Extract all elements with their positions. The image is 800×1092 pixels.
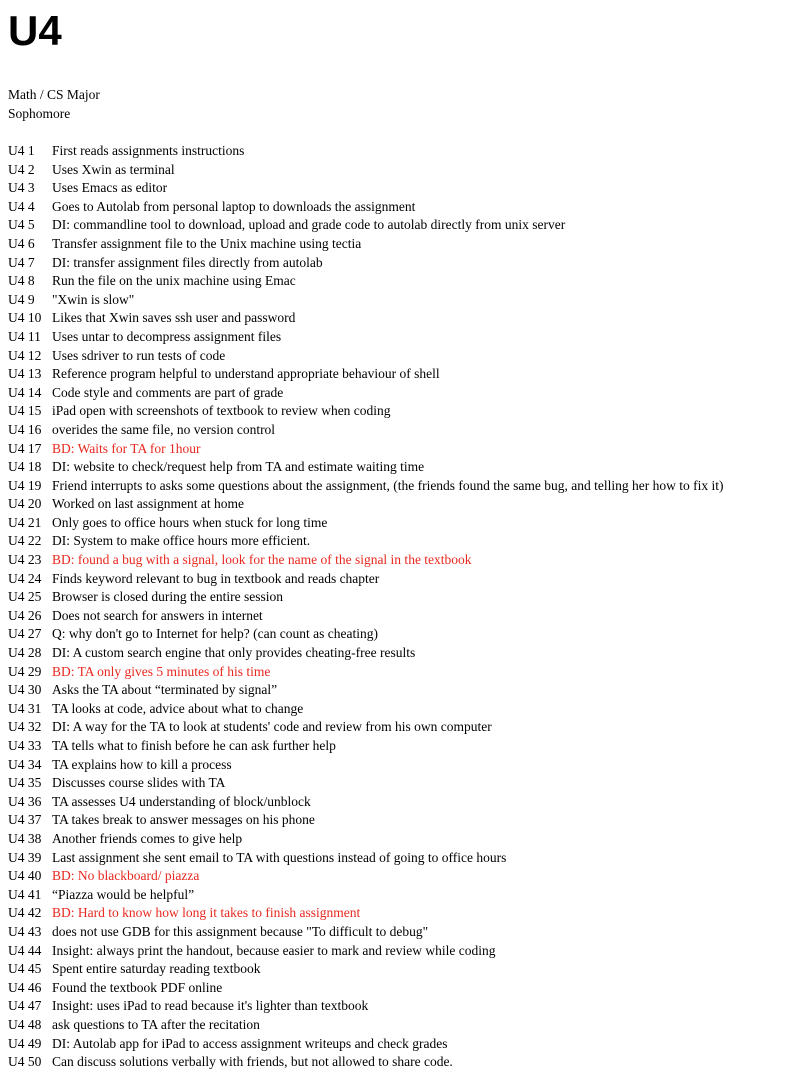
observation-row	[8, 625, 794, 644]
observation-text: Uses sdriver to run tests of code	[52, 347, 226, 363]
observation-row	[8, 179, 794, 198]
observation-row	[8, 811, 794, 830]
observation-row	[8, 142, 794, 161]
observation-text: TA assesses U4 understanding of block/unblock	[52, 793, 311, 809]
observation-row	[8, 700, 794, 719]
observation-row	[8, 849, 794, 868]
observation-text: Spent entire saturday reading textbook	[52, 961, 261, 977]
observation-id: U4 35	[8, 775, 42, 791]
observation-text: DI: transfer assignment files directly from autolab	[52, 254, 323, 270]
observation-text: Found the textbook PDF online	[52, 979, 223, 995]
observation-id: U4 4	[8, 198, 35, 214]
observation-row	[8, 663, 794, 682]
observation-row	[8, 421, 794, 440]
observation-row	[8, 607, 794, 626]
observation-row	[8, 718, 794, 737]
observation-row	[8, 979, 794, 998]
observation-row	[8, 440, 794, 459]
observation-text: DI: System to make office hours more efficient.	[52, 533, 311, 549]
observation-row	[8, 588, 794, 607]
observation-id: U4 40	[8, 868, 42, 884]
observation-text: Insight: always print the handout, because easier to mark and review while coding	[52, 942, 496, 958]
observation-text: Code style and comments are part of grade	[52, 384, 284, 400]
observation-id: U4 36	[8, 793, 42, 809]
observation-row	[8, 254, 794, 273]
observation-text: Only goes to office hours when stuck for long time	[52, 514, 328, 530]
observation-id: U4 27	[8, 626, 42, 642]
observation-id: U4 47	[8, 998, 42, 1014]
observation-row	[8, 793, 794, 812]
observation-id: U4 19	[8, 477, 42, 493]
observation-row	[8, 216, 794, 235]
observation-text: DI: website to check/request help from TA and estimate waiting time	[52, 459, 425, 475]
observation-text: Finds keyword relevant to bug in textbook and reads chapter	[52, 570, 380, 586]
observation-id: U4 50	[8, 1054, 42, 1070]
observation-row	[8, 644, 794, 663]
observation-row	[8, 867, 794, 886]
observation-row	[8, 737, 794, 756]
observation-row	[8, 886, 794, 905]
participant-major: Math / CS Major	[8, 87, 100, 102]
observation-text: TA explains how to kill a process	[52, 756, 232, 772]
observation-text: Transfer assignment file to the Unix machine using tectia	[52, 235, 362, 251]
observation-id: U4 42	[8, 905, 42, 921]
observation-row	[8, 1053, 794, 1072]
observation-row	[8, 551, 794, 570]
observation-id: U4 15	[8, 403, 42, 419]
observation-text: ask questions to TA after the recitation	[52, 1016, 260, 1032]
observation-text: Last assignment she sent email to TA with questions instead of going to office hours	[52, 849, 507, 865]
observation-text: BD: Waits for TA for 1hour	[52, 440, 201, 456]
observation-id: U4 2	[8, 161, 35, 177]
observation-text: Worked on last assignment at home	[52, 496, 244, 512]
observation-row	[8, 291, 794, 310]
observation-text: TA tells what to finish before he can ask further help	[52, 738, 336, 753]
observation-row	[8, 458, 794, 477]
observation-id: U4 38	[8, 830, 42, 846]
observation-id: U4 44	[8, 942, 42, 958]
document-title: U4	[8, 7, 62, 54]
observation-text: Insight: uses iPad to read because it's lighter than textbook	[52, 998, 369, 1014]
observation-id: U4 16	[8, 421, 42, 437]
observation-row	[8, 402, 794, 421]
observation-id: U4 7	[8, 254, 35, 270]
observation-id: U4 46	[8, 979, 42, 995]
observation-id: U4 23	[8, 552, 42, 568]
observation-text: Run the file on the unix machine using Emac	[52, 273, 296, 289]
observation-row	[8, 942, 794, 961]
observation-text: Browser is closed during the entire session	[52, 589, 283, 605]
observation-id: U4 26	[8, 607, 42, 623]
observation-id: U4 28	[8, 645, 42, 661]
observation-id: U4 30	[8, 682, 42, 698]
observation-text: Likes that Xwin saves ssh user and password	[52, 310, 296, 326]
observation-text: DI: Autolab app for iPad to access assignment writeups and check grades	[52, 1035, 448, 1051]
observation-id: U4 17	[8, 440, 42, 456]
observation-id: U4 41	[8, 886, 42, 902]
observation-text: Discusses course slides with TA	[52, 775, 226, 791]
observation-id: U4 18	[8, 459, 42, 475]
observation-text: BD: No blackboard/ piazza	[52, 868, 200, 884]
observation-text: Can discuss solutions verbally with friends, but not allowed to share code.	[52, 1054, 453, 1070]
observation-text: Uses Emacs as editor	[52, 180, 168, 196]
observation-text: TA takes break to answer messages on his phone	[52, 812, 315, 828]
observation-row	[8, 532, 794, 551]
observation-row	[8, 1035, 794, 1054]
observation-text: Goes to Autolab from personal laptop to downloads the assignment	[52, 198, 416, 214]
observation-id: U4 13	[8, 366, 42, 382]
observation-id: U4 11	[8, 328, 41, 344]
observation-text: Friend interrupts to asks some questions about the assignment, (the friends found the same bug, and telling her how to fix it)	[52, 477, 724, 493]
observation-text: "Xwin is slow"	[52, 291, 135, 307]
observation-text: Another friends comes to give help	[52, 830, 243, 846]
observation-id: U4 45	[8, 961, 42, 977]
observation-text: Uses untar to decompress assignment files	[52, 328, 282, 344]
observation-row	[8, 384, 794, 403]
observation-text: Q: why don't go to Internet for help? (can count as cheating)	[52, 626, 378, 642]
observation-id: U4 49	[8, 1035, 42, 1051]
observation-row	[8, 923, 794, 942]
observation-row	[8, 514, 794, 533]
observation-row	[8, 681, 794, 700]
observation-id: U4 33	[8, 738, 42, 753]
observation-id: U4 43	[8, 923, 42, 939]
observation-row	[8, 495, 794, 514]
observation-text: does not use GDB for this assignment because "To difficult to debug"	[52, 923, 429, 939]
observation-row	[8, 1016, 794, 1035]
observation-row	[8, 235, 794, 254]
participant-year: Sophomore	[8, 105, 71, 121]
observation-id: U4 22	[8, 533, 42, 549]
observation-id: U4 12	[8, 347, 42, 363]
observation-id: U4 14	[8, 384, 42, 400]
observation-row	[8, 774, 794, 793]
observation-text: BD: TA only gives 5 minutes of his time	[52, 663, 271, 679]
observation-text: First reads assignments instructions	[52, 143, 245, 158]
observation-text: DI: commandline tool to download, upload and grade code to autolab directly from unix server	[52, 217, 566, 233]
observation-text: overides the same file, no version control	[52, 421, 276, 437]
observation-id: U4 20	[8, 496, 42, 512]
observation-row	[8, 477, 794, 496]
observation-text: Uses Xwin as terminal	[52, 161, 175, 177]
observation-row	[8, 960, 794, 979]
observation-row	[8, 365, 794, 384]
observation-id: U4 37	[8, 812, 42, 828]
observation-id: U4 24	[8, 570, 42, 586]
observation-text: BD: Hard to know how long it takes to finish assignment	[52, 905, 361, 921]
observation-row	[8, 570, 794, 589]
observation-text: “Piazza would be helpful”	[52, 886, 195, 902]
observation-id: U4 32	[8, 719, 42, 735]
observation-row	[8, 347, 794, 366]
observation-id: U4 29	[8, 663, 42, 679]
observation-text: BD: found a bug with a signal, look for the name of the signal in the textbook	[52, 552, 472, 568]
observation-row	[8, 997, 794, 1016]
observation-text: Reference program helpful to understand appropriate behaviour of shell	[52, 366, 440, 382]
observation-id: U4 39	[8, 849, 42, 865]
observation-row	[8, 830, 794, 849]
observation-row	[8, 328, 794, 347]
observation-row	[8, 161, 794, 180]
observation-row	[8, 272, 794, 291]
observation-id: U4 6	[8, 235, 35, 251]
observation-text: Asks the TA about “terminated by signal”	[52, 682, 278, 698]
observation-id: U4 25	[8, 589, 42, 605]
observation-id: U4 34	[8, 756, 42, 772]
observation-id: U4 3	[8, 180, 35, 196]
observation-text: iPad open with screenshots of textbook to review when coding	[52, 403, 391, 419]
observation-id: U4 21	[8, 514, 42, 530]
observation-id: U4 9	[8, 291, 35, 307]
participant-info	[8, 86, 100, 123]
observation-text: TA looks at code, advice about what to change	[52, 700, 304, 716]
observation-text: DI: A custom search engine that only provides cheating-free results	[52, 645, 416, 661]
observation-id: U4 10	[8, 310, 42, 326]
observation-text: Does not search for answers in internet	[52, 607, 263, 623]
observation-id: U4 31	[8, 700, 42, 716]
observation-row	[8, 904, 794, 923]
observation-row	[8, 198, 794, 217]
observation-id: U4 48	[8, 1016, 42, 1032]
observation-id: U4 1	[8, 143, 35, 158]
observation-id: U4 5	[8, 217, 35, 233]
observation-row	[8, 309, 794, 328]
observation-list	[8, 142, 794, 1072]
observation-id: U4 8	[8, 273, 35, 289]
observation-text: DI: A way for the TA to look at students' code and review from his own computer	[52, 719, 492, 735]
observation-row	[8, 756, 794, 775]
